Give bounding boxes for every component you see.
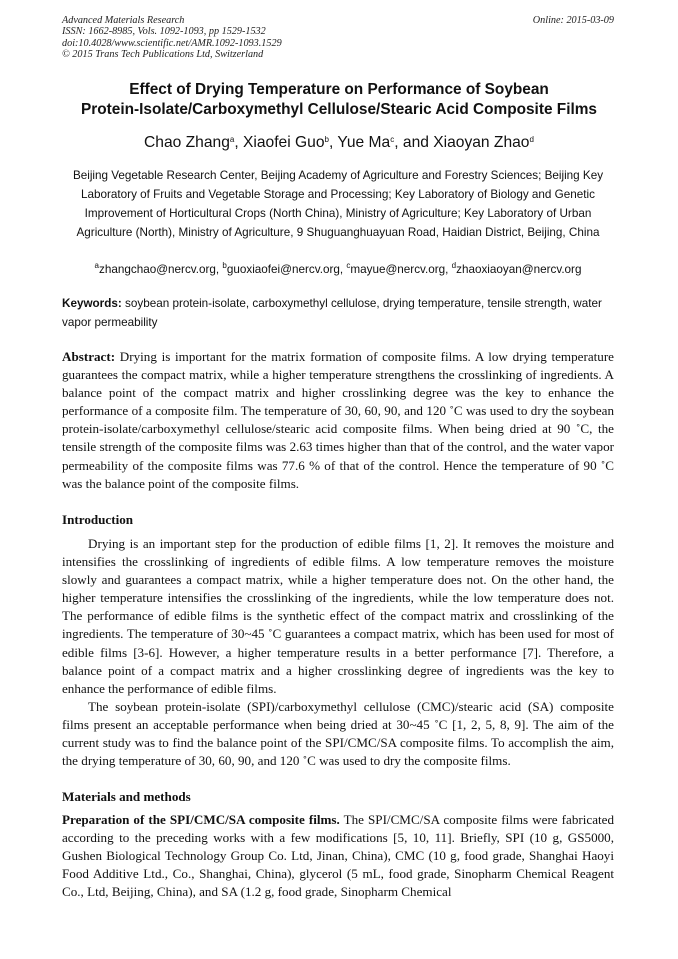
introduction-paragraph-2: The soybean protein-isolate (SPI)/carboxymethyl cellulose (CMC)/stearic acid (SA) composite films present an acceptable performance when being dried at 30~45 ˚C [1, 2, 5, 8, 9]. The aim of the current study was to find the balance point of the SPI/CMC/SA composite films. To accomplish the aim, the drying temperature of 30, 60, 90, and 120 ˚C was used to dry the composite films. — [62, 698, 614, 769]
email-mark: d — [451, 261, 457, 270]
abstract-text: Drying is important for the matrix formation of composite films. A low drying temperature guarantees the compact matrix, while a higher temperature strengthens the crosslinking of ingredients. A balance point of the compact matrix and higher crosslinking degree was the key to enhance the performance of a composite film. The temperature of 30, 60, 90, and 120 ˚C was used to dry the soybean protein-isolate/carboxymethyl cellulose/stearic acid composite films. When being dried at 90 ˚C, the tensile strength of the composite films was 2.63 times higher than that of the control, and the water vapor permeability of the composite films was 77.6 % of that of the control. Hence the temperature of 90 ˚C was the balance point of the composite films. — [62, 349, 614, 491]
email-address[interactable]: guoxiaofei@nercv.org — [226, 263, 340, 276]
introduction-paragraph-1: Drying is an important step for the production of edible films [1, 2]. It removes the moisture and intensifies the crosslinking of ingredients of edible films. A low temperature removes the moisture slowly and guarantees a compact matrix, while a higher temperature does not. On the other hand, the higher temperature intensifies the crosslinking of the ingredients, while the low temperature does not. The performance of edible films is the synthetic effect of the compact matrix and crosslinking of the ingredients. The temperature of 30~45 ˚C guarantees a compact matrix, which has been used for most of edible films [3-6]. However, a higher temperature results in a better performance [7]. Therefore, a balance point of a compact matrix and a higher crosslinking degree of ingredients was the key to enhance the performance of edible films. — [62, 536, 614, 696]
email-entry[interactable] — [95, 263, 216, 276]
affiliation: Beijing Vegetable Research Center, Beijing Academy of Agriculture and Forestry Sciences; Beijing Key Laboratory of Fruits and Vegetable Storage and Processing; Key Laboratory of Biology and Genetic Improvement of Horticultural Crops (North China), Ministry of Agriculture; Key Laboratory of Urban Agriculture (North), Ministry of Agriculture, 9 Shuguanghuayuan Road, Haidian District, Beijing, China — [72, 169, 604, 239]
author-affil-mark: a — [229, 135, 235, 144]
introduction-heading: Introduction — [62, 512, 134, 527]
email-mark: a — [94, 261, 99, 270]
methods-subheading: Preparation of the SPI/CMC/SA composite films. — [62, 812, 340, 827]
author-separator: , — [234, 134, 243, 151]
email-mark: c — [346, 261, 351, 270]
author — [433, 134, 534, 151]
abstract — [62, 348, 614, 493]
author-name: Yue Ma — [337, 134, 391, 151]
doi-line: doi:10.4028/www.scientific.net/AMR.1092-1093.1529 — [62, 37, 282, 49]
email-entry[interactable] — [222, 263, 339, 276]
email-address[interactable]: mayue@nercv.org — [350, 263, 446, 276]
author-name: Chao Zhang — [144, 134, 230, 151]
title-line-1: Effect of Drying Temperature on Performance of Soybean — [129, 81, 549, 98]
methods-heading: Materials and methods — [62, 789, 191, 804]
email-separator: , — [445, 263, 452, 276]
author-separator: , and — [394, 134, 434, 151]
email-address[interactable]: zhaoxiaoyan@nercv.org — [456, 263, 582, 276]
email-list — [62, 262, 614, 278]
author-name: Xiaofei Guo — [243, 134, 325, 151]
author — [243, 134, 337, 151]
email-separator: , — [215, 263, 223, 276]
methods-text: The SPI/CMC/SA composite films were fabricated according to the preceding works with a few modifications [5, 10, 11]. Briefly, SPI (10 g, GS5000, Gushen Biological Technology Group Co. Ltd, Jinan, China), CMC (10 g, food grade, Shanghai Haoyi Food Additive Ltd., Co., Shanghai, China), glycerol (5 mL, food grade, Sinopharm Chemical Reagent Co., Ltd, Beijing, China), and SA (1.2 g, food grade, Sinopharm Chemical — [62, 812, 614, 900]
email-mark: b — [222, 261, 227, 270]
online-date: Online: 2015-03-09 — [532, 15, 614, 26]
abstract-label: Abstract: — [62, 349, 116, 364]
author-affil-mark: c — [390, 135, 395, 144]
author-affil-mark: b — [324, 135, 329, 144]
author-name: Xiaoyan Zhao — [433, 134, 530, 151]
email-entry[interactable] — [452, 263, 582, 276]
paper-title — [40, 80, 638, 119]
author-affil-mark: d — [529, 135, 534, 144]
title-line-2: Protein-Isolate/Carboxymethyl Cellulose/Stearic Acid Composite Films — [80, 100, 597, 118]
introduction-body — [62, 535, 614, 770]
email-entry[interactable] — [346, 263, 445, 276]
keywords — [62, 294, 614, 332]
author-separator: , — [328, 134, 338, 151]
running-header — [62, 15, 614, 61]
methods-paragraph — [62, 811, 614, 901]
email-separator: , — [339, 263, 347, 276]
author — [337, 134, 433, 151]
keywords-label: Keywords: — [62, 297, 122, 310]
email-address[interactable]: zhangchao@nercv.org — [99, 263, 216, 276]
copyright-line: © 2015 Trans Tech Publications Ltd, Switzerland — [62, 49, 264, 61]
issn-line: ISSN: 1662-8985, Vols. 1092-1093, pp 1529-1532 — [62, 26, 266, 38]
author-list — [40, 133, 638, 153]
keywords-text: soybean protein-isolate, carboxymethyl cellulose, drying temperature, tensile strength, water vapor permeability — [62, 297, 602, 329]
author — [144, 134, 243, 151]
journal-name: Advanced Materials Research — [62, 15, 185, 26]
